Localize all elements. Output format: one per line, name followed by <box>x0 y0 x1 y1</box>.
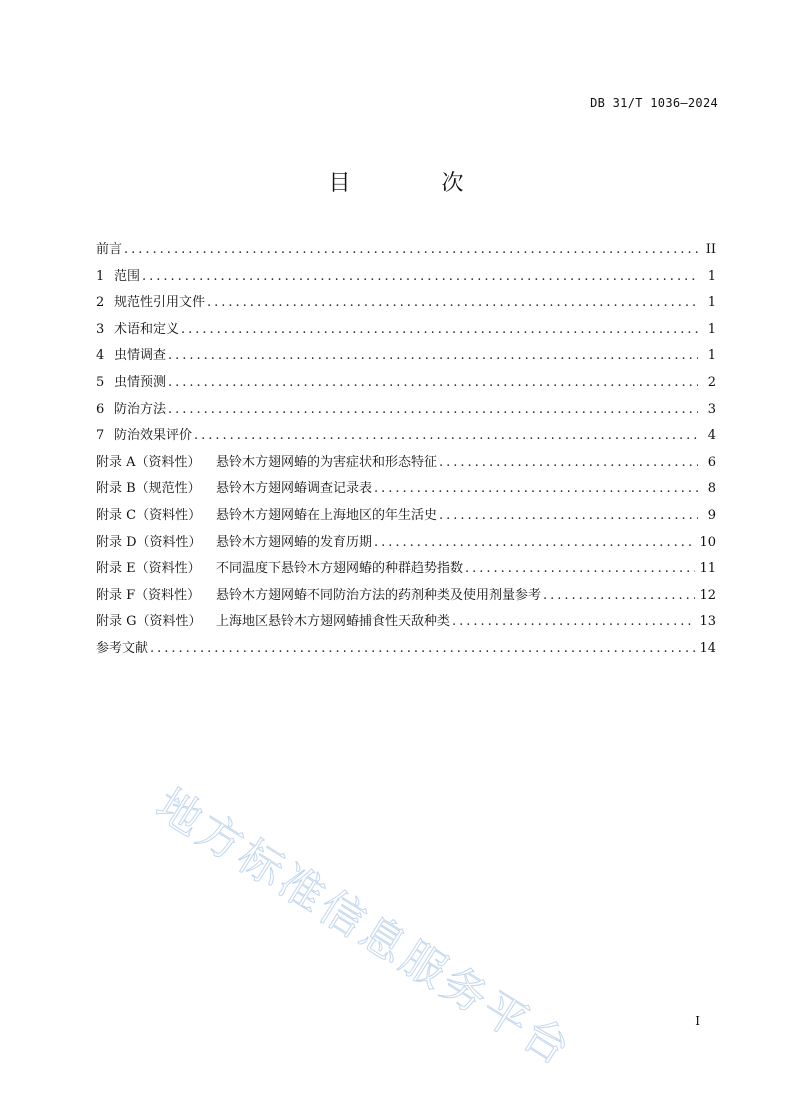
toc-entry-page: 10 <box>699 534 716 550</box>
toc-leader-dots <box>452 612 695 632</box>
toc-entry-page: 14 <box>699 640 716 656</box>
toc-entry[interactable] <box>96 639 716 666</box>
toc-entry-label <box>96 612 450 632</box>
toc-entry-number: 1 <box>96 268 105 284</box>
toc-entry-page: 9 <box>707 507 716 523</box>
toc-entry[interactable] <box>96 559 716 586</box>
page-number: I <box>695 1014 700 1028</box>
table-of-contents <box>96 240 716 666</box>
toc-entry-title: 范围 <box>114 268 141 284</box>
toc-entry-title: 悬铃木方翅网蝽的发育历期 <box>216 534 373 550</box>
toc-entry-title: 防治效果评价 <box>114 428 193 444</box>
toc-entry-label <box>96 453 437 473</box>
toc-entry-title: 悬铃木方翅网蝽在上海地区的年生活史 <box>216 507 438 523</box>
toc-entry-title: 防治方法 <box>114 401 167 417</box>
page-title: 目 次 <box>328 171 506 196</box>
toc-entry-page: 11 <box>699 561 716 577</box>
toc-entry-annex: 附录 B（规范性） <box>96 481 201 497</box>
toc-entry-annex: 附录 C（资料性） <box>96 507 202 523</box>
toc-entry-page: 8 <box>707 481 716 497</box>
toc-entry-page: 1 <box>707 321 716 337</box>
toc-entry-page: 12 <box>699 587 716 603</box>
toc-entry[interactable] <box>96 453 716 480</box>
toc-entry-label <box>96 559 463 579</box>
toc-leader-dots <box>207 293 698 313</box>
toc-entry-annex: 附录 E（资料性） <box>96 561 201 577</box>
toc-entry-title: 虫情预测 <box>114 374 167 390</box>
toc-entry-annex: 附录 F（资料性） <box>96 587 201 603</box>
standard-code: DB 31/T 1036—2024 <box>590 96 718 110</box>
toc-entry-label <box>96 586 541 606</box>
toc-entry-label <box>96 373 166 393</box>
toc-entry[interactable] <box>96 479 716 506</box>
toc-leader-dots <box>374 479 698 499</box>
toc-entry-page: 4 <box>707 428 716 444</box>
toc-leader-dots <box>142 267 698 287</box>
toc-leader-dots <box>168 346 698 366</box>
toc-entry[interactable] <box>96 533 716 560</box>
toc-entry-page: 1 <box>707 268 716 284</box>
toc-entry-page: II <box>705 242 716 257</box>
toc-entry-title: 虫情调查 <box>114 348 167 364</box>
toc-leader-dots <box>439 453 698 473</box>
toc-entry-number: 7 <box>96 428 105 444</box>
toc-entry-title: 悬铃木方翅网蝽不同防治方法的药剂种类及使用剂量参考 <box>216 587 542 603</box>
toc-entry-number: 2 <box>96 295 105 311</box>
toc-leader-dots <box>168 400 698 420</box>
toc-entry[interactable] <box>96 320 716 347</box>
toc-entry[interactable] <box>96 426 716 453</box>
toc-entry-label <box>96 506 437 526</box>
toc-entry-page: 1 <box>707 295 716 311</box>
toc-entry[interactable] <box>96 293 716 320</box>
toc-entry-title: 前言 <box>96 242 123 257</box>
toc-entry-label <box>96 267 140 287</box>
toc-entry[interactable] <box>96 267 716 294</box>
toc-leader-dots <box>181 320 698 340</box>
toc-entry-label <box>96 400 166 420</box>
toc-entry[interactable] <box>96 506 716 533</box>
toc-leader-dots <box>124 240 698 260</box>
toc-entry-title: 悬铃木方翅网蝽调查记录表 <box>216 481 373 497</box>
toc-entry-annex: 附录 D（资料性） <box>96 534 202 550</box>
toc-entry-label <box>96 346 166 366</box>
toc-entry[interactable] <box>96 346 716 373</box>
toc-entry-label <box>96 639 148 659</box>
toc-entry-annex: 附录 A（资料性） <box>96 454 201 470</box>
toc-entry-page: 1 <box>707 348 716 364</box>
watermark-text: 地方标准信息服务平台 <box>147 779 582 1077</box>
toc-entry-label <box>96 426 192 446</box>
toc-entry[interactable] <box>96 373 716 400</box>
toc-entry-title: 上海地区悬铃木方翅网蝽捕食性天敌种类 <box>216 614 451 630</box>
toc-entry[interactable] <box>96 400 716 427</box>
toc-entry[interactable] <box>96 612 716 639</box>
toc-leader-dots <box>465 559 695 579</box>
toc-entry-title: 悬铃木方翅网蝽的为害症状和形态特征 <box>216 454 438 470</box>
toc-entry-label <box>96 293 205 313</box>
toc-entry-label <box>96 479 372 499</box>
toc-leader-dots <box>168 373 698 393</box>
toc-entry-title: 规范性引用文件 <box>114 295 206 311</box>
toc-entry-label <box>96 320 179 340</box>
toc-leader-dots <box>439 506 698 526</box>
toc-entry-title: 术语和定义 <box>114 321 180 337</box>
toc-entry-number: 3 <box>96 321 105 337</box>
toc-entry-page: 13 <box>699 614 716 630</box>
toc-entry-label <box>96 240 122 260</box>
toc-entry-title: 不同温度下悬铃木方翅网蝽的种群趋势指数 <box>216 561 464 577</box>
toc-entry[interactable] <box>96 586 716 613</box>
toc-entry-page: 2 <box>707 374 716 390</box>
toc-entry-number: 5 <box>96 374 105 390</box>
toc-entry[interactable] <box>96 240 716 267</box>
toc-entry-title: 参考文献 <box>96 640 149 656</box>
toc-entry-page: 3 <box>707 401 716 417</box>
toc-entry-annex: 附录 G（资料性） <box>96 614 202 630</box>
toc-leader-dots <box>543 586 695 606</box>
toc-leader-dots <box>374 533 695 553</box>
toc-leader-dots <box>194 426 698 446</box>
toc-leader-dots <box>150 639 695 659</box>
toc-entry-label <box>96 533 372 553</box>
toc-entry-page: 6 <box>707 454 716 470</box>
toc-entry-number: 4 <box>96 348 105 364</box>
toc-entry-number: 6 <box>96 401 105 417</box>
